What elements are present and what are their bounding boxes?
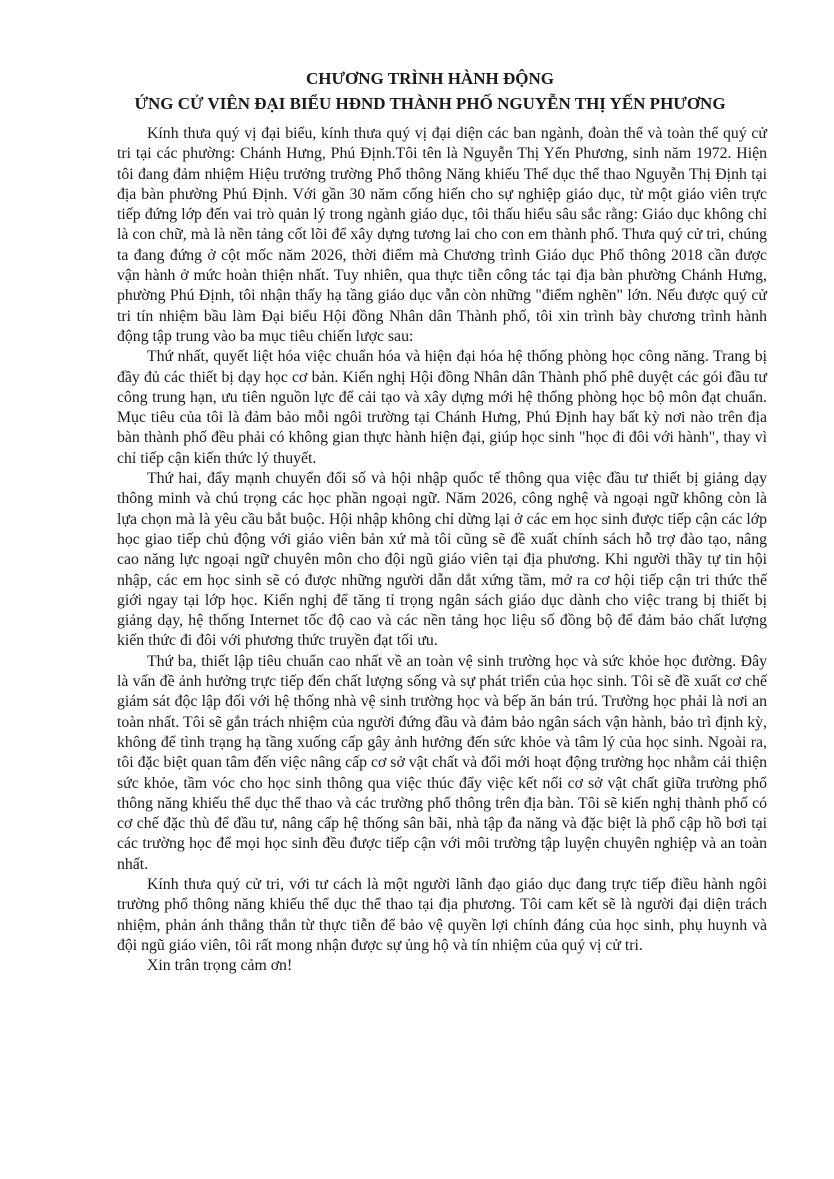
paragraph-greeting-introduction: Kính thưa quý vị đại biểu, kính thưa quý vị đại diện các ban ngành, đoàn thể và toàn thể quý cử tri tại các phường: Chánh Hưng, Phú Định.Tôi tên là Nguyễn Thị Yến Phương, sinh năm 1972. Hiện tôi đang đảm nhiệm Hiệu trưởng trường Phổ thông Năng khiếu Thể dục thể thao Nguyễn Thị Định tại địa bàn phường Phú Định. Với gần 30 năm cống hiến cho sự nghiệp giáo dục, từ một giáo viên trực tiếp đứng lớp đến vai trò quản lý trong ngành giáo dục, tôi thấu hiểu sâu sắc rằng: Giáo dục không chỉ là con chữ, mà là nền tảng cốt lõi để xây dựng tương lai cho con em thành phố. Thưa quý cử tri, chúng ta đang đứng ở cột mốc năm 2026, thời điểm mà Chương trình Giáo dục Phổ thông 2018 cần được vận hành ở mức hoàn thiện nhất. Tuy nhiên, qua thực tiễn công tác tại địa bàn phường Chánh Hưng, phường Phú Định, tôi nhận thấy hạ tầng giáo dục vẫn còn những "điểm nghẽn" lớn. Nếu được quý cử tri tín nhiệm bầu làm Đại biểu Hội đồng Nhân dân Thành phố, tôi xin trình bày chương trình hành động tập trung vào ba mục tiêu chiến lược sau:: [117, 125, 767, 345]
title-line-2: ỨNG CỬ VIÊN ĐẠI BIỂU HĐND THÀNH PHỐ NGUYỄN THỊ YẾN PHƯƠNG: [134, 94, 726, 113]
paragraph-goal-two: Thứ hai, đẩy mạnh chuyển đổi số và hội nhập quốc tế thông qua việc đầu tư thiết bị giảng dạy thông minh và chú trọng các học phần ngoại ngữ. Năm 2026, công nghệ và ngoại ngữ không còn là lựa chọn mà là yêu cầu bắt buộc. Hội nhập không chỉ dừng lại ở các em học sinh được tiếp cận các lớp học giao tiếp chủ động với giáo viên bản xứ mà tôi cũng sẽ đề xuất chính sách hỗ trợ đào tạo, nâng cao năng lực ngoại ngữ chuyên môn cho đội ngũ giáo viên tại địa phương. Khi người thầy tự tin hội nhập, các em học sinh sẽ có được những người dẫn dắt xứng tầm, mở ra cơ hội tiếp cận tri thức thế giới ngay tại lớp học. Kiến nghị để tăng tỉ trọng ngân sách giáo dục dành cho việc trang bị thiết bị giảng dạy, hệ thống Internet tốc độ cao và các nền tảng học liệu số đồng bộ để đảm bảo chất lượng kiến thức đi đôi với phương thức truyền đạt tối ưu.: [117, 470, 767, 650]
closing-thanks: Xin trân trọng cảm ơn!: [147, 957, 293, 975]
paragraph-commitment: Kính thưa quý cử tri, với tư cách là một người lãnh đạo giáo dục đang trực tiếp điều hành ngôi trường phổ thông năng khiếu thể dục thể thao tại địa phương. Tôi cam kết sẽ là người đại diện trách nhiệm, phản ánh thẳng thắn từ thực tiễn để bảo vệ quyền lợi chính đáng của học sinh, phụ huynh và đội ngũ giáo viên, tôi rất mong nhận được sự ủng hộ và tín nhiệm của quý vị cử tri.: [117, 875, 767, 954]
paragraph-goal-one: Thứ nhất, quyết liệt hóa việc chuẩn hóa và hiện đại hóa hệ thống phòng học công năng. Trang bị đầy đủ các thiết bị dạy học cơ bản. Kiến nghị Hội đồng Nhân dân Thành phố phê duyệt các gói đầu tư công trung hạn, ưu tiên nguồn lực để cải tạo và xây dựng mới hệ thống phòng học bộ môn đạt chuẩn. Mục tiêu của tôi là đảm bảo mỗi ngôi trường tại Chánh Hưng, Phú Định hay bất kỳ nơi nào trên địa bàn thành phố đều phải có không gian thực hành hiện đại, giúp học sinh "học đi đôi với hành", thay vì chỉ tiếp cận kiến thức lý thuyết.: [117, 348, 767, 467]
document-title: [100, 66, 760, 116]
paragraph-goal-three: Thứ ba, thiết lập tiêu chuẩn cao nhất về an toàn vệ sinh trường học và sức khỏe học đường. Đây là vấn đề ảnh hưởng trực tiếp đến chất lượng sống và sự phát triển của học sinh. Tôi sẽ đề xuất cơ chế giám sát độc lập đối với hệ thống nhà vệ sinh trường học và bếp ăn bán trú. Trường học phải là nơi an toàn nhất. Tôi sẽ gắn trách nhiệm của người đứng đầu và đảm bảo ngân sách vận hành, bảo trì định kỳ, không để tình trạng hạ tầng xuống cấp gây ảnh hưởng đến sức khỏe và tâm lý của học sinh. Ngoài ra, tôi đặc biệt quan tâm đến việc nâng cấp cơ sở vật chất và đổi mới hoạt động trường học nhằm cải thiện sức khỏe, tầm vóc cho học sinh thông qua việc thúc đẩy việc kết nối cơ sở vật chất giữa trường phổ thông năng khiếu thể dục thể thao và các trường phổ thông trên địa bàn. Tôi sẽ kiến nghị thành phố có cơ chế đặc thù để đầu tư, nâng cấp hệ thống sân bãi, nhà tập đa năng và đặc biệt là phổ cập hồ bơi tại các trường học để mọi học sinh đều được tiếp cận với môi trường tập luyện chuyên nghiệp và an toàn nhất.: [117, 652, 767, 873]
title-line-1: CHƯƠNG TRÌNH HÀNH ĐỘNG: [306, 69, 554, 88]
document-body: [117, 124, 767, 976]
